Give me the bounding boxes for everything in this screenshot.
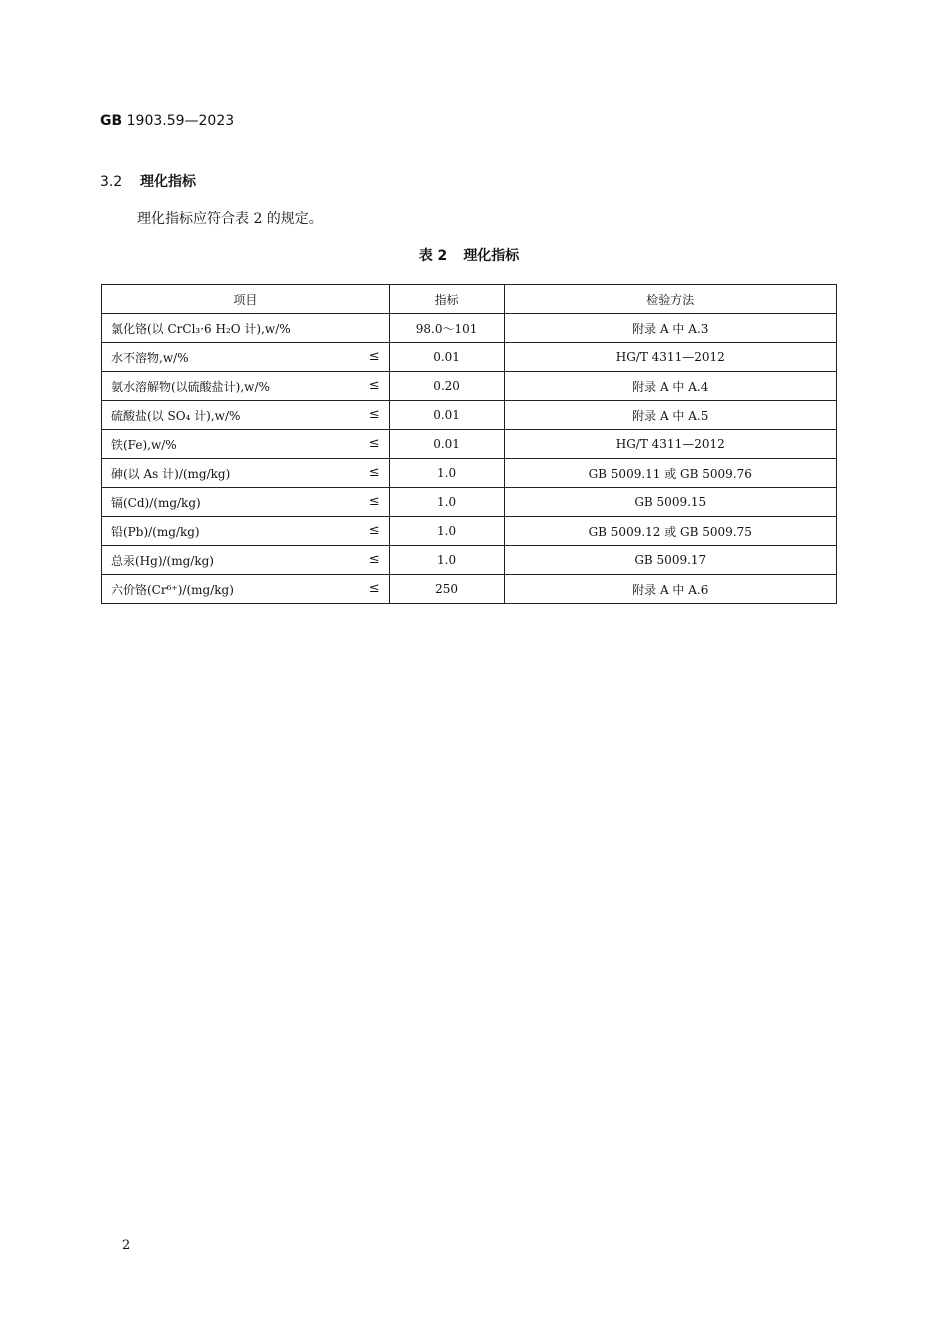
less-equal-symbol: ≤ [368, 436, 380, 451]
table-row [102, 343, 837, 372]
item-cell [102, 430, 390, 459]
item-cell [102, 372, 390, 401]
item-label: 铁(Fe),w/% [111, 437, 177, 452]
less-equal-symbol: ≤ [368, 378, 380, 393]
item-cell [102, 314, 390, 343]
index-value: 250 [389, 575, 504, 604]
table-caption-title: 理化指标 [463, 248, 520, 264]
less-equal-symbol: ≤ [368, 494, 380, 509]
index-value: 98.0～101 [389, 314, 504, 343]
table-caption-label: 表 2 [418, 248, 448, 264]
less-equal-symbol: ≤ [368, 581, 380, 596]
table-row [102, 546, 837, 575]
section-number: 3.2 [100, 174, 123, 190]
table-caption [0, 245, 938, 265]
index-value: 1.0 [389, 459, 504, 488]
header-item: 项目 [102, 285, 390, 314]
item-cell [102, 488, 390, 517]
item-cell [102, 343, 390, 372]
test-method: GB 5009.12 或 GB 5009.75 [504, 517, 837, 546]
index-value: 1.0 [389, 517, 504, 546]
index-value: 0.20 [389, 372, 504, 401]
standard-code: GB [100, 113, 123, 129]
index-value: 0.01 [389, 401, 504, 430]
item-cell [102, 546, 390, 575]
item-label: 水不溶物,w/% [111, 350, 189, 365]
test-method: GB 5009.11 或 GB 5009.76 [504, 459, 837, 488]
test-method: HG/T 4311—2012 [504, 343, 837, 372]
test-method: 附录 A 中 A.3 [504, 314, 837, 343]
header-method: 检验方法 [504, 285, 837, 314]
index-value: 1.0 [389, 488, 504, 517]
test-method: GB 5009.17 [504, 546, 837, 575]
table-row [102, 372, 837, 401]
less-equal-symbol: ≤ [368, 523, 380, 538]
item-label: 铅(Pb)/(mg/kg) [111, 524, 200, 539]
test-method: HG/T 4311—2012 [504, 430, 837, 459]
table-row [102, 575, 837, 604]
item-label: 六价铬(Cr⁶⁺)/(mg/kg) [111, 582, 234, 597]
test-method: 附录 A 中 A.4 [504, 372, 837, 401]
item-cell [102, 517, 390, 546]
less-equal-symbol: ≤ [368, 465, 380, 480]
item-label: 砷(以 As 计)/(mg/kg) [111, 466, 231, 481]
item-label: 氯化铬(以 CrCl₃·6 H₂O 计),w/% [111, 321, 291, 336]
less-equal-symbol: ≤ [368, 407, 380, 422]
item-cell [102, 575, 390, 604]
section-title: 理化指标 [140, 174, 196, 190]
table-row [102, 517, 837, 546]
test-method: 附录 A 中 A.6 [504, 575, 837, 604]
item-cell [102, 459, 390, 488]
section-paragraph: 理化指标应符合表 2 的规定。 [137, 211, 323, 227]
test-method: 附录 A 中 A.5 [504, 401, 837, 430]
less-equal-symbol: ≤ [368, 552, 380, 567]
item-label: 镉(Cd)/(mg/kg) [111, 495, 201, 510]
less-equal-symbol: ≤ [368, 349, 380, 364]
table-row [102, 401, 837, 430]
page-number: 2 [122, 1238, 131, 1253]
standard-number: 1903.59—2023 [126, 113, 235, 129]
table-row [102, 314, 837, 343]
item-cell [102, 401, 390, 430]
index-value: 0.01 [389, 430, 504, 459]
table-row [102, 459, 837, 488]
item-label: 氨水溶解物(以硫酸盐计),w/% [111, 379, 270, 394]
document-header [100, 113, 234, 129]
item-label: 总汞(Hg)/(mg/kg) [111, 553, 214, 568]
table-row [102, 430, 837, 459]
table-row [102, 488, 837, 517]
header-index: 指标 [389, 285, 504, 314]
index-value: 0.01 [389, 343, 504, 372]
item-label: 硫酸盐(以 SO₄ 计),w/% [111, 408, 241, 423]
section-heading [100, 171, 196, 191]
physicochemical-table [101, 284, 837, 604]
test-method: GB 5009.15 [504, 488, 837, 517]
table-header-row [102, 285, 837, 314]
index-value: 1.0 [389, 546, 504, 575]
